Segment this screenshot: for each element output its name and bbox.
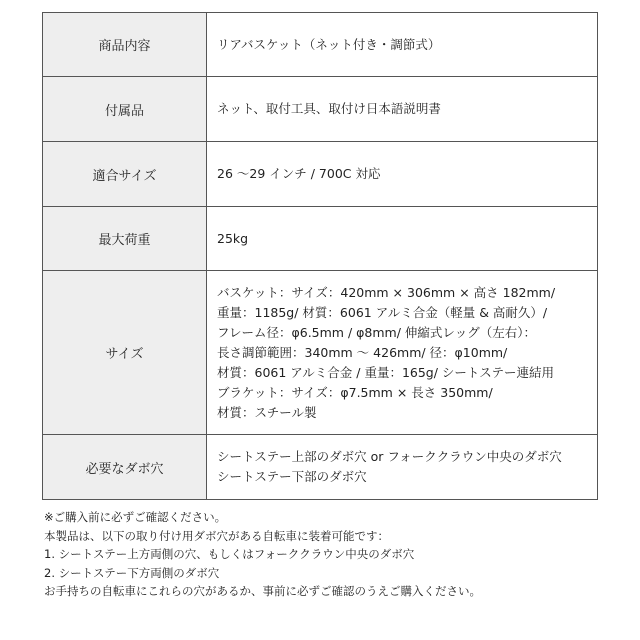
table-row [43,77,598,142]
row-value [207,13,598,77]
value-line: リアバスケット（ネット付き・調節式） [217,36,441,52]
table-row [43,435,598,500]
table-row [43,207,598,271]
value-line: 長さ調節範囲：340mm ～ 426mm/ 径：φ10mm/ [217,344,508,360]
note-line: ※ご購入前に必ずご確認ください。 [44,510,227,524]
table-row [43,13,598,77]
row-label: 適合サイズ [43,142,207,207]
row-label: 必要なダボ穴 [43,435,207,500]
row-value [207,435,598,500]
value-line: 材質：6061 アルミ合金 / 重量：165g/ シートステー連結用 [217,364,555,380]
table-row [43,271,598,435]
value-line: ブラケット：サイズ：φ7.5mm × 長さ 350mm/ [217,384,493,400]
row-value [207,77,598,142]
spec-table [42,12,598,500]
row-label: 付属品 [43,77,207,142]
value-line: 重量：1185g/ 材質：6061 アルミ合金（軽量 & 高耐久）/ [217,304,548,320]
table-row [43,142,598,207]
note-line: 1. シートステー上方両側の穴、もしくはフォーククラウン中央のダボ穴 [44,547,415,561]
value-line: 材質：スチール製 [217,404,317,420]
value-line: バスケット：サイズ：420mm × 306mm × 高さ 182mm/ [217,284,556,300]
row-value [207,142,598,207]
value-line: シートステー下部のダボ穴 [217,469,367,484]
value-line: 25kg [217,230,249,246]
row-label: サイズ [43,271,207,435]
notes-section [44,508,600,601]
note-line: 2. シートステー下方両側のダボ穴 [44,565,220,580]
note-line: お手持ちの自転車にこれらの穴があるか、事前に必ずご確認のうえご購入ください。 [44,584,481,598]
value-line: 26 ～29 インチ / 700C 対応 [217,166,381,181]
value-line: ネット、取付工具、取付け日本語説明書 [217,101,441,116]
value-line: シートステー上部のダボ穴 or フォーククラウン中央のダボ穴 [217,449,562,464]
row-value [207,271,598,435]
row-value [207,207,598,271]
row-label: 最大荷重 [43,207,207,271]
note-line: 本製品は、以下の取り付け用ダボ穴がある自転車に装着可能です： [44,528,389,543]
value-line: フレーム径：φ6.5mm / φ8mm/ 伸縮式レッグ（左右）： [217,324,536,340]
row-label: 商品内容 [43,13,207,77]
